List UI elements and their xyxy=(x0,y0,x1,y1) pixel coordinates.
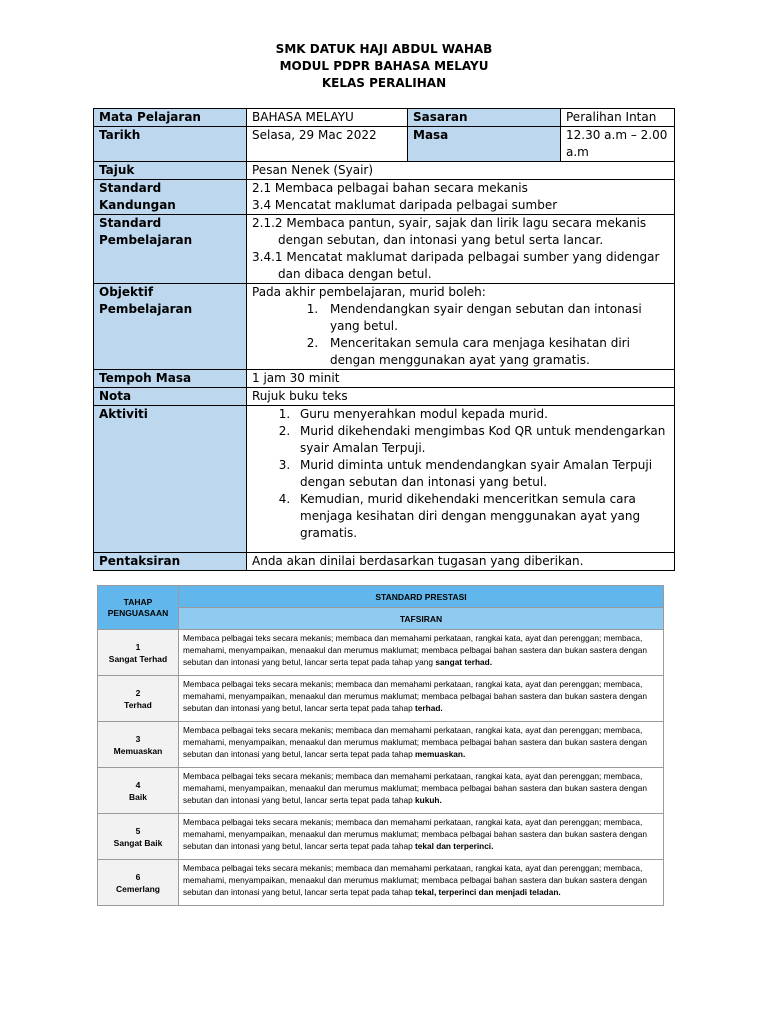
tarikh-label: Tarikh xyxy=(94,127,247,162)
tafsiran-base: Membaca pelbagai teks secara mekanis; membaca dan memahami perkataan, rangkai kata, ayat dan perenggan; membaca, memahami, menyampaikan, menaakul dan merumus maklumat; membaca pelbagai bahan sastera dan bukan sastera dengan sebutan dan intonasi yang betul, lancar serta tepat pada tahap xyxy=(183,817,647,851)
standard-kandungan-label: Standard Kandungan xyxy=(94,180,247,215)
module-title: MODUL PDPR BAHASA MELAYU xyxy=(279,59,489,73)
tahap-row xyxy=(98,814,664,860)
tahap-level xyxy=(98,722,179,768)
tahap-level xyxy=(98,860,179,906)
nota-value: Rujuk buku teks xyxy=(247,388,675,406)
tahap-number: 4 xyxy=(135,779,141,790)
standard-kandungan-value xyxy=(247,180,675,215)
aktiviti-list xyxy=(252,406,669,542)
tahap-number: 3 xyxy=(135,733,141,744)
objektif-list xyxy=(252,301,669,369)
masa-label: Masa xyxy=(408,127,561,162)
sasaran-value: Peralihan Intan xyxy=(561,109,675,127)
tafsiran-level-term: memuaskan. xyxy=(415,749,466,759)
tahap-level xyxy=(98,630,179,676)
tahap-row xyxy=(98,676,664,722)
nota-label: Nota xyxy=(94,388,247,406)
objektif-item: 1. Mendendangkan syair dengan sebutan dan intonasi yang betul. xyxy=(322,301,669,335)
tahap-row xyxy=(98,630,664,676)
tafsiran-base: Membaca pelbagai teks secara mekanis; membaca dan memahami perkataan, rangkai kata, ayat dan perenggan; membaca, memahami, menyampaikan, menaakul dan merumus maklumat; membaca pelbagai bahan sastera dan bukan sastera dengan sebutan dan intonasi yang betul, lancar serta tepat pada tahap xyxy=(183,633,647,667)
tafsiran-level-term: tekal dan terperinci. xyxy=(415,841,494,851)
tahap-level xyxy=(98,814,179,860)
standard-pembelajaran-value xyxy=(247,215,675,284)
tafsiran-base: Membaca pelbagai teks secara mekanis; membaca dan memahami perkataan, rangkai kata, ayat dan perenggan; membaca, memahami, menyampaikan, menaakul dan merumus maklumat; membaca pelbagai bahan sastera dan bukan sastera dengan sebutan dan intonasi yang betul, lancar serta tepat pada tahap xyxy=(183,863,647,897)
aktiviti-item: 4. Kemudian, murid dikehendaki menceritkan semula cara menjaga kesihatan diri dengan menggunakan ayat yang gramatis. xyxy=(294,491,669,542)
tafsiran-base: Membaca pelbagai teks secara mekanis; membaca dan memahami perkataan, rangkai kata, ayat dan perenggan; membaca, memahami, menyampaikan, menaakul dan merumus maklumat; membaca pelbagai bahan sastera dan bukan sastera dengan sebutan dan intonasi yang betul, lancar serta tepat pada tahap xyxy=(183,679,647,713)
mata-pelajaran-label: Mata Pelajaran xyxy=(94,109,247,127)
tafsiran-base: Membaca pelbagai teks secara mekanis; membaca dan memahami perkataan, rangkai kata, ayat dan perenggan; membaca, memahami, menyampaikan, menaakul dan merumus maklumat; membaca pelbagai bahan sastera dan bukan sastera dengan sebutan dan intonasi yang betul, lancar serta tepat pada tahap xyxy=(183,771,647,805)
standard-pembelajaran-label: Standard Pembelajaran xyxy=(94,215,247,284)
tafsiran-text xyxy=(179,630,664,676)
objektif-label: Objektif Pembelajaran xyxy=(94,284,247,370)
tafsiran-level-term: sangat terhad. xyxy=(435,657,493,667)
tahap-row xyxy=(98,722,664,768)
tahap-name: Sangat Terhad xyxy=(108,653,168,664)
tahap-name: Terhad xyxy=(124,699,152,710)
tafsiran-text xyxy=(179,722,664,768)
tafsiran-base: Membaca pelbagai teks secara mekanis; membaca dan memahami perkataan, rangkai kata, ayat dan perenggan; membaca, memahami, menyampaikan, menaakul dan merumus maklumat; membaca pelbagai bahan sastera dan bukan sastera dengan sebutan dan intonasi yang betul, lancar serta tepat pada tahap xyxy=(183,725,647,759)
pentaksiran-value: Anda akan dinilai berdasarkan tugasan yang diberikan. xyxy=(247,553,675,571)
tahap-number: 6 xyxy=(135,871,141,882)
standard-prestasi-header: STANDARD PRESTASI xyxy=(179,586,664,608)
tahap-name: Sangat Baik xyxy=(113,837,163,848)
tafsiran-text xyxy=(179,860,664,906)
standard-pembelajaran-item: 2.1.2 Membaca pantun, syair, sajak dan lirik lagu secara mekanis dengan sebutan, dan intonasi yang betul serta lancar. xyxy=(252,216,647,247)
tahap-number: 1 xyxy=(135,641,141,652)
tafsiran-text xyxy=(179,676,664,722)
tahap-penguasaan-text: TAHAP PENGUASAAN xyxy=(107,596,169,618)
aktiviti-item: 2. Murid dikehendaki mengimbas Kod QR untuk mendengarkan syair Amalan Terpuji. xyxy=(294,423,669,457)
standard-pembelajaran-item: 3.4.1 Mencatat maklumat daripada pelbagai sumber yang didengar dan dibaca dengan betul. xyxy=(252,250,660,281)
class-name: KELAS PERALIHAN xyxy=(321,76,447,90)
tempoh-value: 1 jam 30 minit xyxy=(247,370,675,388)
tafsiran-level-term: terhad. xyxy=(415,703,443,713)
masa-value: 12.30 a.m – 2.00 a.m xyxy=(561,127,675,162)
standard-prestasi-body xyxy=(98,630,664,906)
standard-kandungan-item: 2.1 Membaca pelbagai bahan secara mekanis xyxy=(252,181,528,195)
aktiviti-item: 3. Murid diminta untuk mendendangkan syair Amalan Terpuji dengan sebutan dan intonasi yang betul. xyxy=(294,457,669,491)
aktiviti-value xyxy=(247,406,675,553)
tarikh-value: Selasa, 29 Mac 2022 xyxy=(247,127,408,162)
standard-kandungan-item: 3.4 Mencatat maklumat daripada pelbagai sumber xyxy=(252,198,558,212)
tahap-name: Baik xyxy=(129,791,147,802)
pentaksiran-label: Pentaksiran xyxy=(94,553,247,571)
tafsiran-header: TAFSIRAN xyxy=(179,608,664,630)
tahap-row xyxy=(98,860,664,906)
sasaran-label: Sasaran xyxy=(408,109,561,127)
tahap-level xyxy=(98,676,179,722)
tempoh-label: Tempoh Masa xyxy=(94,370,247,388)
tafsiran-text xyxy=(179,768,664,814)
aktiviti-label: Aktiviti xyxy=(94,406,247,553)
tahap-level xyxy=(98,768,179,814)
tahap-number: 2 xyxy=(135,687,141,698)
tahap-penguasaan-header xyxy=(98,586,179,630)
tajuk-value: Pesan Nenek (Syair) xyxy=(247,162,675,180)
mata-pelajaran-value: BAHASA MELAYU xyxy=(247,109,408,127)
objektif-value xyxy=(247,284,675,370)
document-header xyxy=(0,41,768,92)
tajuk-label: Tajuk xyxy=(94,162,247,180)
aktiviti-item: 1. Guru menyerahkan modul kepada murid. xyxy=(294,406,669,423)
lesson-plan-table xyxy=(93,108,675,571)
tahap-name: Memuaskan xyxy=(113,745,163,756)
objektif-intro: Pada akhir pembelajaran, murid boleh: xyxy=(252,285,486,299)
tahap-name: Cemerlang xyxy=(116,883,160,894)
standard-prestasi-table xyxy=(97,585,664,906)
tafsiran-level-term: kukuh. xyxy=(415,795,442,805)
tafsiran-level-term: tekal, terperinci dan menjadi teladan. xyxy=(415,887,561,897)
tafsiran-connector: yang xyxy=(412,657,436,667)
tahap-row xyxy=(98,768,664,814)
objektif-item: 2. Menceritakan semula cara menjaga kesihatan diri dengan menggunakan ayat yang gramatis. xyxy=(322,335,669,369)
school-name: SMK DATUK HAJI ABDUL WAHAB xyxy=(275,42,493,56)
tafsiran-text xyxy=(179,814,664,860)
tahap-number: 5 xyxy=(135,825,141,836)
